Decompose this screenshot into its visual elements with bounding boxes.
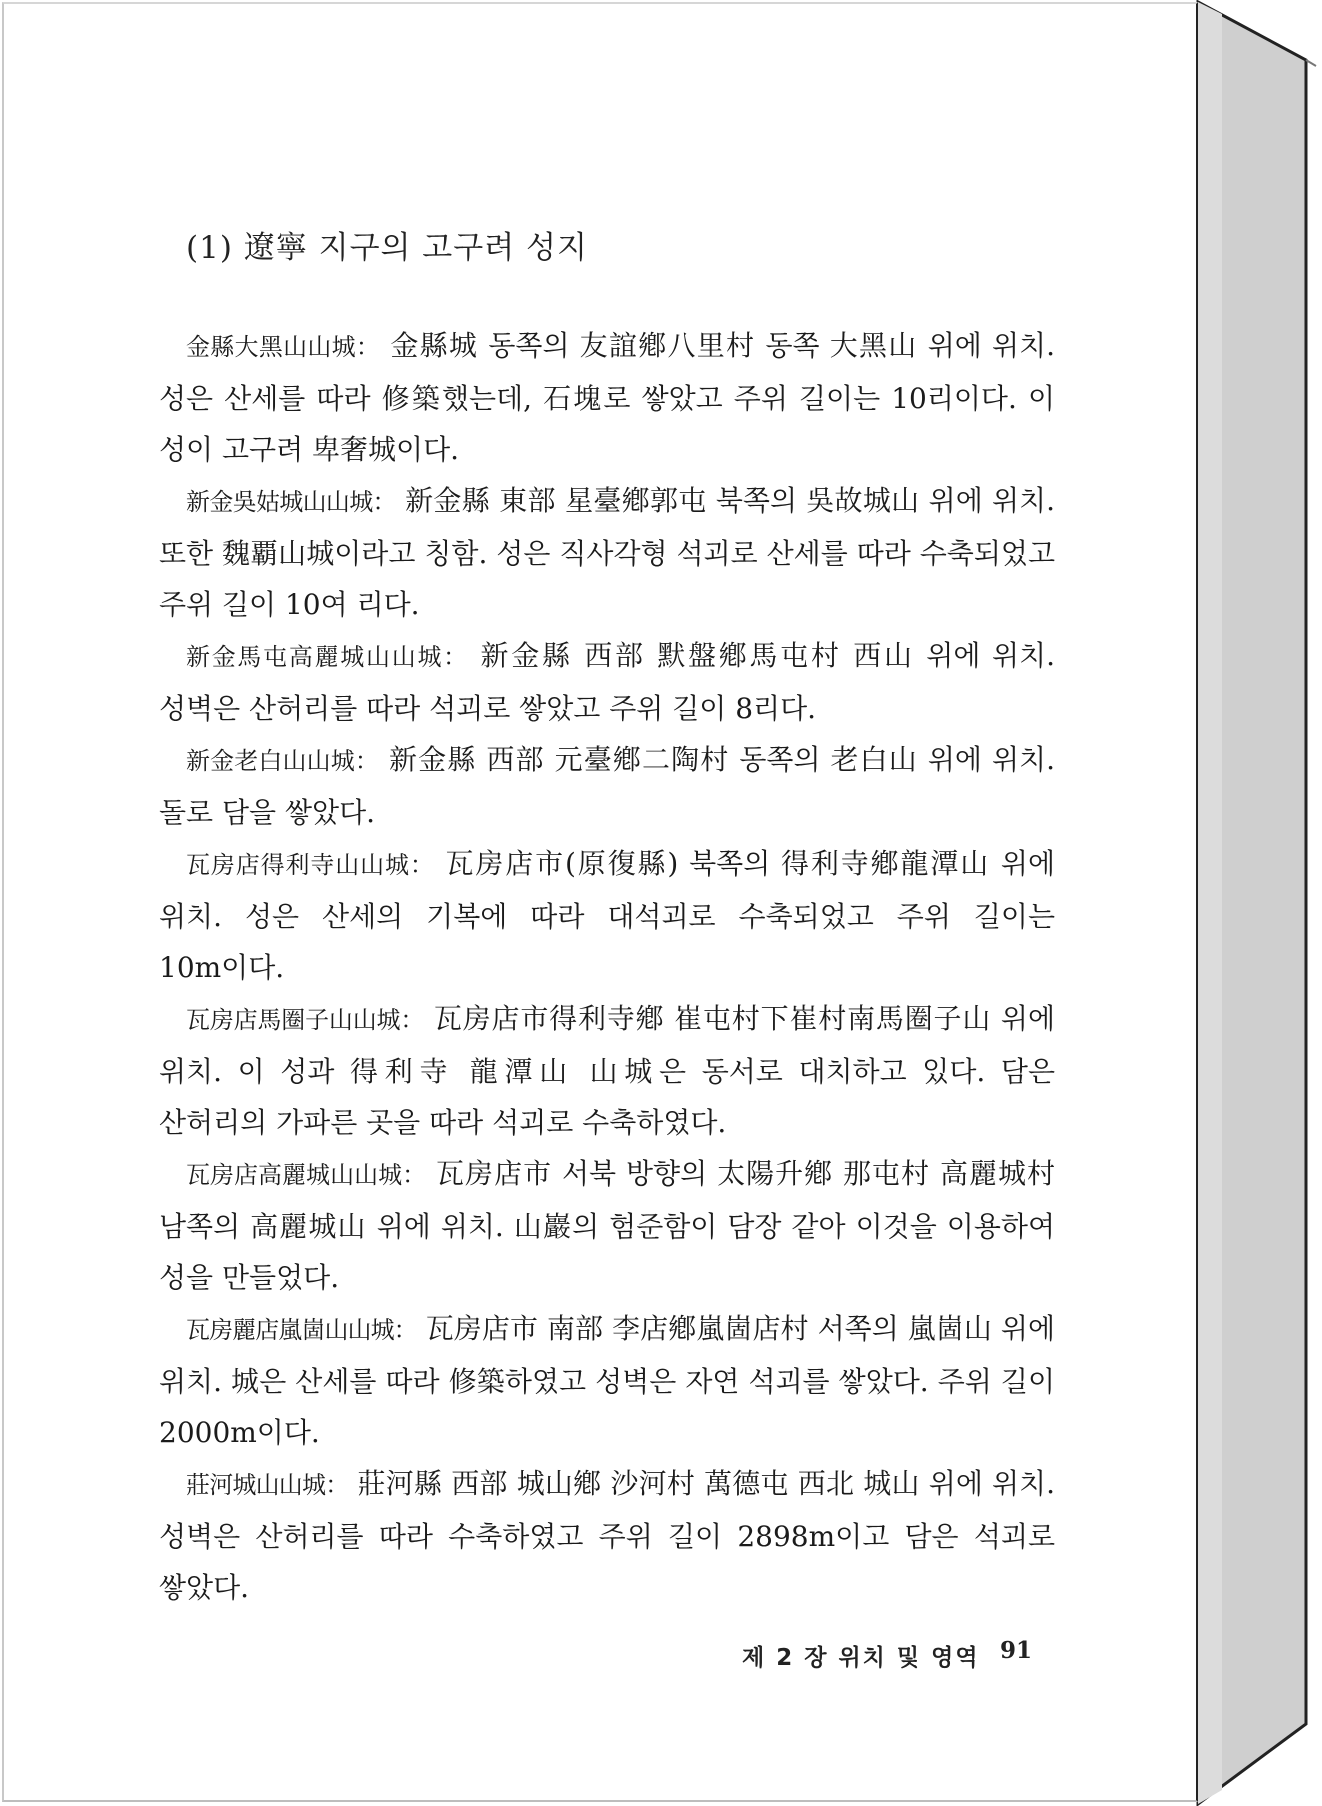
entry-text: 新金縣 西部 元臺鄕二陶村 동쪽의 老白山 위에 위치. 돌로 담을 쌓았다. (159, 743, 1055, 829)
page (2, 2, 1198, 1802)
entry-name: 莊河城山山城： (186, 1471, 349, 1499)
entry-name: 瓦房店馬圈子山山城： (186, 1006, 425, 1034)
entry-name: 瓦房麗店嵐崮山山城： (186, 1316, 417, 1344)
entry-name: 瓦房店高麗城山山城： (186, 1161, 427, 1189)
entry-text: 瓦房店市得利寺鄕 崔屯村下崔村南馬圈子山 위에 위치. 이 성과 得利寺 龍潭山 山城은 동서로 대치하고 있다. 담은 산허리의 가파른 곳을 따라 석괴로 수축하였다. (159, 1002, 1055, 1139)
entry-name: 新金吳姑城山山城： (186, 488, 396, 516)
entry-2 (159, 630, 1055, 734)
entry-8 (159, 1458, 1055, 1613)
entry-text: 新金縣 東部 星臺鄕郭屯 북쪽의 吳故城山 위에 위치. 또한 魏覇山城이라고 칭함. 성은 직사각형 석괴로 산세를 따라 수축되었고 주위 길이 10여 리다. (159, 484, 1055, 621)
entry-name: 新金老白山山城： (186, 747, 379, 775)
page-number: 91 (1000, 1637, 1033, 1664)
entry-1 (159, 475, 1055, 630)
entry-name: 新金馬屯高麗城山山城： (186, 643, 469, 671)
body-text (159, 320, 1055, 1613)
entry-4 (159, 838, 1055, 993)
entry-text: 瓦房店市 서북 방향의 太陽升鄕 那屯村 高麗城村 남쪽의 高麗城山 위에 위치. 山巖의 험준함이 담장 같아 이것을 이용하여 성을 만들었다. (159, 1157, 1056, 1294)
entry-text: 新金縣 西部 默盤鄕馬屯村 西山 위에 위치. 성벽은 산허리를 따라 석괴로 쌓았고 주위 길이 8리다. (159, 639, 1056, 725)
section-heading: (1) 遼寧 지구의 고구려 성지 (186, 230, 588, 266)
entry-text: 瓦房店市 南部 李店鄕嵐崮店村 서쪽의 嵐崮山 위에 위치. 城은 산세를 따라 修築하였고 성벽은 자연 석괴를 쌓았다. 주위 길이 2000m이다. (159, 1312, 1056, 1449)
entry-text: 瓦房店市(原復縣) 북쪽의 得利寺鄕龍潭山 위에 위치. 성은 산세의 기복에 따라 대석괴로 수축되었고 주위 길이는 10m이다. (159, 847, 1056, 984)
entry-text: 金縣城 동쪽의 友誼鄕八里村 동쪽 大黑山 위에 위치. 성은 산세를 따라 修築했는데, 石塊로 쌓았고 주위 길이는 10리이다. 이 성이 고구려 卑奢城이다. (159, 329, 1056, 466)
running-footer-chapter: 제 2 장 위치 및 영역 (742, 1645, 980, 1671)
page-footer (4, 1639, 1196, 1679)
book-side-highlight (1198, 2, 1222, 1804)
entry-5 (159, 993, 1055, 1148)
entry-0 (159, 320, 1055, 475)
entry-text: 莊河縣 西部 城山鄕 沙河村 萬德屯 西北 城山 위에 위치. 성벽은 산허리를 따라 수축하였고 주위 길이 2898m이고 담은 석괴로 쌓았다. (159, 1467, 1055, 1604)
entry-7 (159, 1303, 1055, 1458)
entry-3 (159, 734, 1055, 838)
entry-6 (159, 1148, 1055, 1303)
entry-name: 金縣大黑山山城： (186, 333, 381, 361)
entry-name: 瓦房店得利寺山山城： (186, 851, 435, 879)
